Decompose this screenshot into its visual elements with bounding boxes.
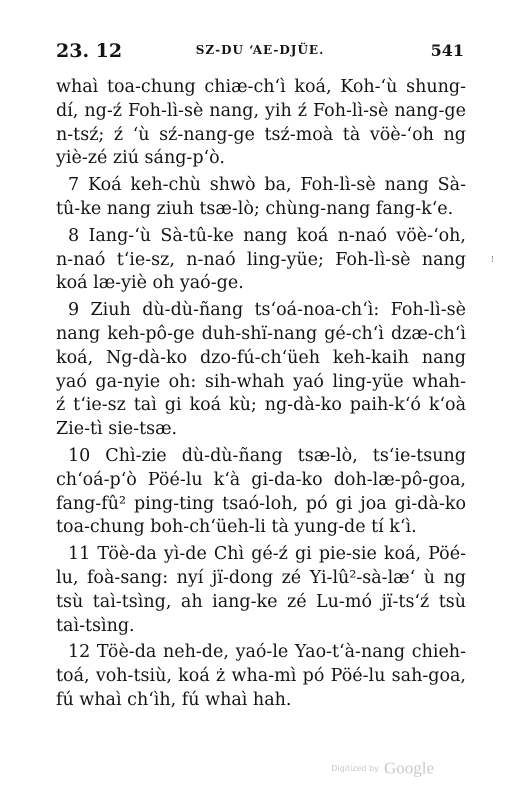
- text-line: tsù taì-tsìng, ah iang-ke zé Lu-mó jï-ts‘ź tsù: [56, 591, 466, 612]
- verse-10-line: 10 Chì-zie dù-dù-ñang tsæ-lò, ts‘ie-tsung: [68, 445, 466, 466]
- digitized-watermark: [331, 758, 434, 779]
- text-line: whaì toa-chung chiæ-ch‘ì koá, Koh-‘ù shung-: [56, 77, 466, 97]
- text-line: lu, foà-sang: nyí jï-dong zé Yi-lû²-sà-læ‘ ù ng: [56, 567, 466, 588]
- text-line: dí, ng-ź Foh-lì-sè nang, yih ź Foh-lì-sè nang-ge: [56, 100, 466, 121]
- verse-7-line: 7 Koá keh-chù shwò ba, Foh-lì-sè nang Sà-: [68, 175, 466, 196]
- text-line: koá læ-yiè oh yaó-ge.: [56, 273, 244, 294]
- text-line: toa-chung boh-ch‘üeh-li tà yung-de tí k‘ì.: [56, 517, 417, 538]
- watermark-prefix: Digitized by: [331, 763, 379, 773]
- running-title: SZ-DU ‘AE-DJÜE.: [195, 43, 325, 57]
- text-line: koá, Ng-dà-ko dzo-fú-ch‘üeh keh-kaih nang: [56, 347, 466, 368]
- text-line: fú whaì ch‘ìh, fú whaì hah.: [56, 689, 292, 710]
- text-line: ź t‘ie-sz taì gi koá kù; ng-dà-ko paih-k‘ó k‘oà: [56, 395, 466, 416]
- text-line: tû-ke nang ziuh tsæ-lò; chùng-nang fang-k‘e.: [56, 198, 454, 219]
- body-text: [56, 76, 466, 713]
- text-line: Zie-tì sie-tsæ.: [56, 419, 178, 440]
- verse-11-line: 11 Töè-da yì-de Chì gé-ź gi pie-sie koá, Pöé-: [68, 544, 466, 565]
- text-line: yiè-zé ziú sáng-p‘ò.: [56, 148, 225, 169]
- text-line: nang keh-pô-ge duh-shï-nang gé-ch‘ì dzæ-ch‘ì: [56, 323, 466, 344]
- text-line: yaó ga-nyie oh: sih-whah yaó ling-yüe whah-: [56, 371, 466, 392]
- text-line: ch‘oá-p‘ò Pöé-lu k‘à gi-da-ko doh-læ-pô-goa,: [56, 469, 466, 490]
- text-line: n-naó t‘ie-sz, n-naó ling-yüe; Foh-lì-sè nang: [56, 249, 466, 270]
- verse-9-line: 9 Ziuh dù-dù-ñang ts‘oá-noa-ch‘ì: Foh-lì-sè: [68, 300, 466, 321]
- text-line: taì-tsìng.: [56, 615, 135, 636]
- page-header: [56, 40, 464, 66]
- text-line: fang-fû² ping-ting tsaó-loh, pó gi joa gi-dà-ko: [56, 493, 466, 514]
- chapter-verse-number: 23. 12: [56, 40, 123, 62]
- verse-12-line: 12 Töè-da neh-de, yaó-le Yao-t‘à-nang chieh-: [68, 642, 466, 663]
- google-logo: Google: [383, 758, 434, 777]
- margin-ink-mark: ⁝: [491, 255, 494, 265]
- page-number: 541: [430, 41, 464, 60]
- text-line: n-tsź; ź ‘ù sź-nang-ge tsź-moà tà vöè-‘oh ng: [56, 124, 466, 145]
- verse-8-line: 8 Iang-‘ù Sà-tû-ke nang koá n-naó vöè-‘oh,: [68, 225, 466, 246]
- text-line: toá, voh-tsiù, koá ż wha-mì pó Pöé-lu sah-goa,: [56, 666, 466, 687]
